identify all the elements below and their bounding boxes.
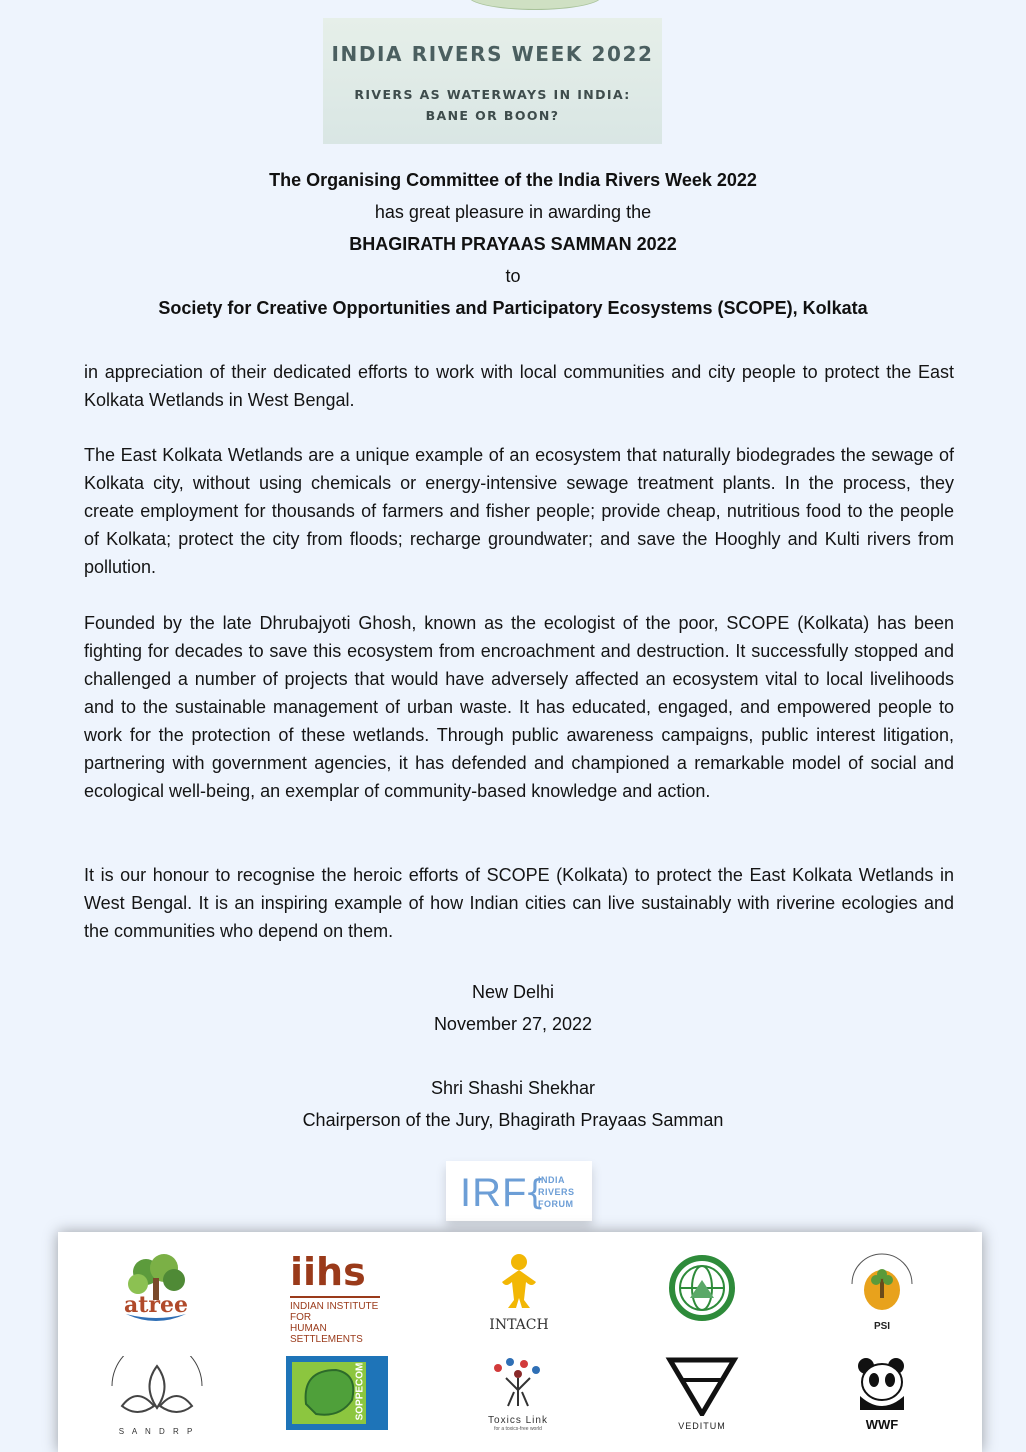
panda-icon bbox=[852, 1356, 912, 1412]
toxics-link-wordmark: Toxics Link bbox=[488, 1415, 548, 1426]
psi-logo bbox=[842, 1250, 922, 1330]
veditum-logo bbox=[664, 1356, 740, 1436]
intach-logo bbox=[484, 1252, 554, 1332]
pot-tree-icon bbox=[842, 1250, 922, 1316]
iihs-logo bbox=[290, 1250, 390, 1345]
event-banner bbox=[323, 18, 662, 144]
wwf-wordmark: WWF bbox=[865, 1417, 899, 1432]
toxics-link-tagline: for a toxics-free world bbox=[494, 1426, 542, 1432]
iihs-wordmark: iihs bbox=[290, 1250, 366, 1294]
leaf-icon bbox=[296, 1364, 362, 1422]
veditum-wordmark: VEDITUM bbox=[678, 1421, 726, 1431]
to-line: to bbox=[505, 266, 521, 286]
banner-subtitle-line1: RIVERS AS WATERWAYS IN INDIA: bbox=[354, 87, 631, 102]
globe-icon bbox=[664, 1250, 740, 1326]
psi-wordmark: PSI bbox=[873, 1321, 891, 1332]
irf-logo bbox=[446, 1161, 592, 1221]
partner-logos-panel bbox=[58, 1232, 982, 1452]
atree-logo bbox=[118, 1252, 194, 1328]
signoff-date: November 27, 2022 bbox=[433, 1014, 593, 1034]
sandrp-wordmark: S A N D R P bbox=[118, 1427, 196, 1436]
leaf-hands-icon bbox=[102, 1356, 212, 1422]
irf-logo-letters: IRF bbox=[460, 1171, 528, 1215]
recipient-name: Society for Creative Opportunities and Participatory Ecosystems (SCOPE), Kolkata bbox=[158, 298, 868, 318]
signatory-name: Shri Shashi Shekhar bbox=[430, 1078, 596, 1098]
irf-word-forum: FORUM bbox=[538, 1199, 574, 1209]
iihs-divider bbox=[290, 1296, 380, 1298]
top-logo-fragment bbox=[468, 0, 602, 10]
banner-title: INDIA RIVERS WEEK 2022 bbox=[331, 42, 654, 66]
iihs-line2: HUMAN SETTLEMENTS bbox=[290, 1323, 363, 1345]
iihs-line1: INDIAN INSTITUTE FOR bbox=[290, 1301, 379, 1323]
irf-logo-words bbox=[538, 1174, 575, 1210]
peace-institute-logo bbox=[664, 1250, 740, 1326]
paragraph-wetlands: The East Kolkata Wetlands are a unique example of an ecosystem that naturally biodegrades the sewage of Kolkata city, without using chemicals or energy-intensive sewage treatment plants. In the process, they create employment for thousands of farmers and fisher people; provide cheap, nutritious food to the people of Kolkata; protect the city from floods; recharge groundwater; and save the Hooghly and Kulti rivers from pollution. bbox=[84, 445, 954, 577]
irf-word-rivers: RIVERS bbox=[538, 1187, 575, 1197]
wwf-logo bbox=[852, 1356, 912, 1436]
intach-wordmark: INTACH bbox=[489, 1317, 549, 1333]
paragraph-appreciation: in appreciation of their dedicated efforts to work with local communities and city people to protect the East Kolkata Wetlands in West Bengal. bbox=[84, 362, 954, 410]
sandrp-logo bbox=[102, 1356, 212, 1436]
banner-subtitle-line2: BANE OR BOON? bbox=[425, 108, 560, 123]
signatory-role: Chairperson of the Jury, Bhagirath Prayaas Samman bbox=[302, 1110, 724, 1130]
committee-line: The Organising Committee of the India Rivers Week 2022 bbox=[269, 170, 757, 190]
paragraph-scope-history: Founded by the late Dhrubajyoti Ghosh, known as the ecologist of the poor, SCOPE (Kolkata) has been fighting for decades to save this ecosystem from encroachment and destruction. It successfully stopped and challenged a number of projects that would have adversely affected an ecosystem vital to local livelihoods and to the sustainable management of urban waste. It has educated, engaged, and empowered people to work for the protection of these wetlands. Through public awareness campaigns, public interest litigation, partnering with government agencies, it has defended and championed a remarkable model of social and ecological well-being, an exemplar of community-based knowledge and action. bbox=[84, 613, 954, 801]
atree-wordmark: atree bbox=[124, 1292, 189, 1318]
signoff-place: New Delhi bbox=[471, 982, 555, 1002]
inverted-triangle-icon bbox=[664, 1356, 740, 1416]
soppecom-wordmark: SOPPECOM bbox=[354, 1362, 366, 1421]
toxics-link-logo bbox=[478, 1356, 558, 1436]
soppecom-logo bbox=[286, 1356, 388, 1430]
people-tree-icon bbox=[478, 1356, 558, 1410]
award-name: BHAGIRATH PRAYAAS SAMMAN 2022 bbox=[349, 234, 677, 254]
banner-subtitle bbox=[323, 84, 662, 126]
paragraph-honour: It is our honour to recognise the heroic efforts of SCOPE (Kolkata) to protect the East Kolkata Wetlands in West Bengal. It is an inspiring example of how Indian cities can live sustainably with riverine ecologies and the communities who depend on them. bbox=[84, 865, 954, 941]
irf-logo-brace: { bbox=[524, 1173, 546, 1213]
irf-word-india: INDIA bbox=[538, 1175, 565, 1185]
pleasure-line: has great pleasure in awarding the bbox=[374, 202, 652, 222]
intach-figure-icon bbox=[484, 1252, 554, 1312]
